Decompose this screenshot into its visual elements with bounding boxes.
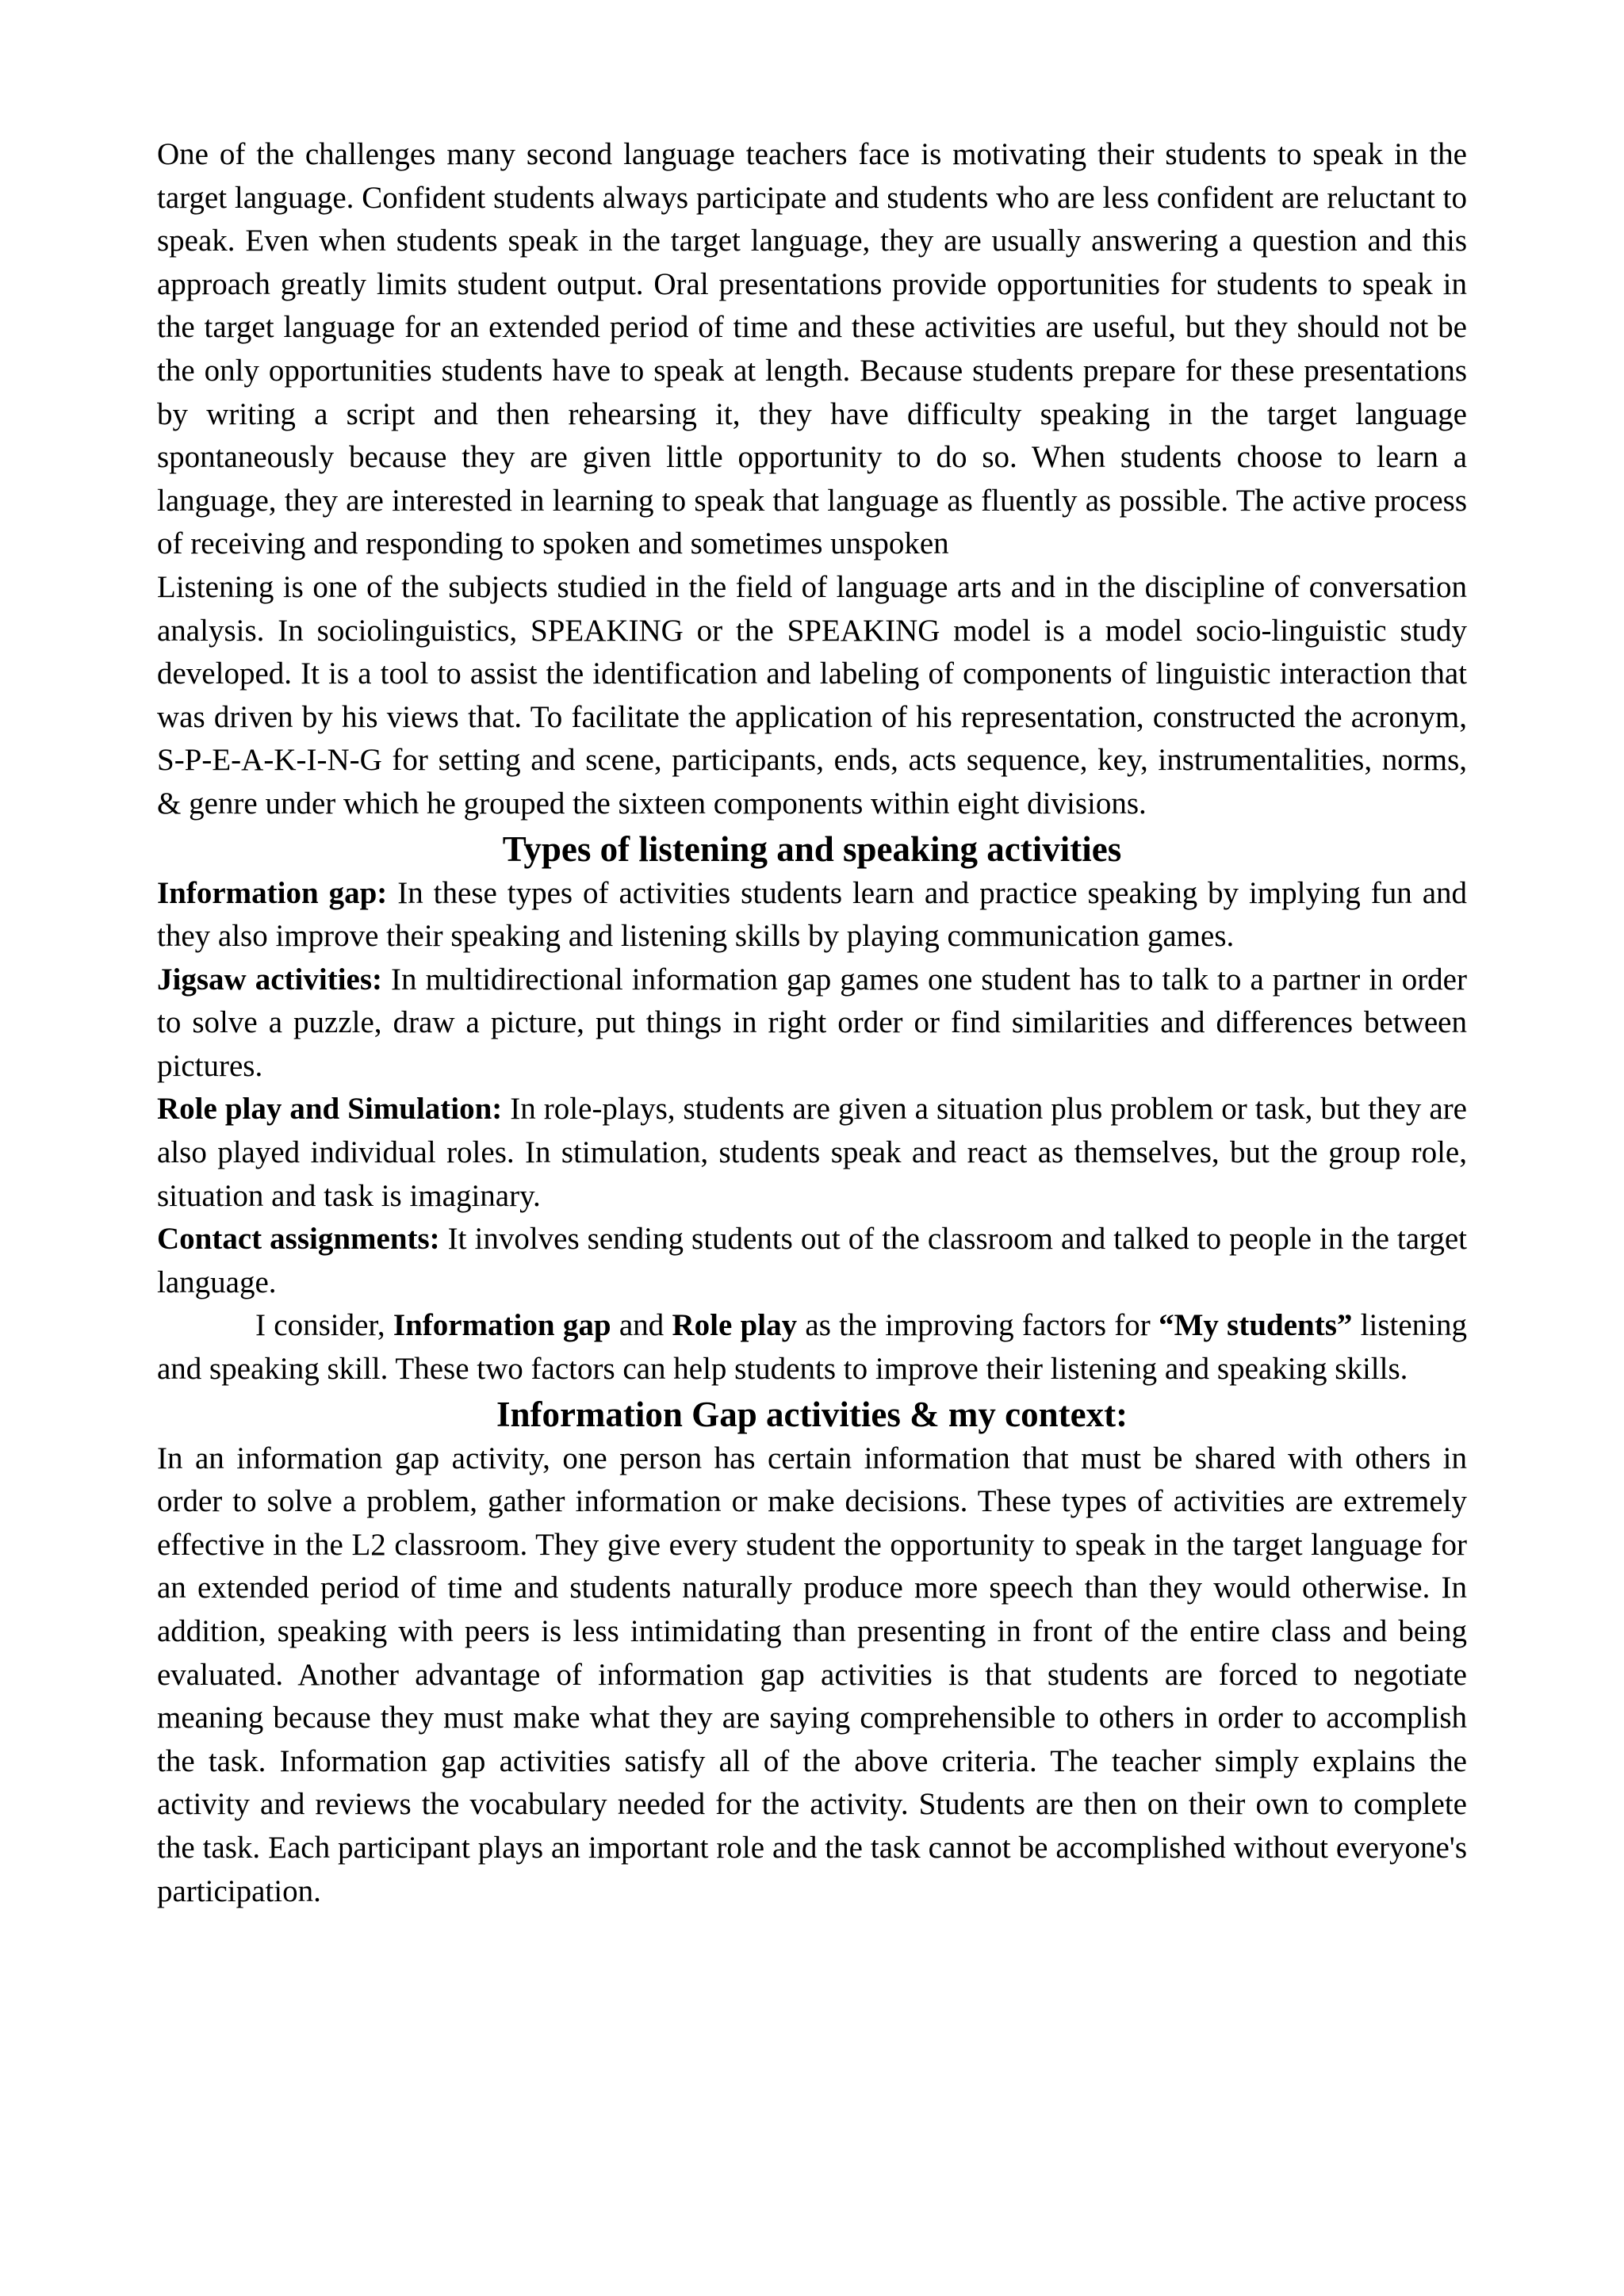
activity-item-role-play <box>157 1088 1467 1218</box>
consider-bold-information-gap: Information gap <box>393 1308 611 1343</box>
activity-description: In these types of activities students learn and practice speaking by implying fun and they also improve their speaking and listening skills by playing communication games. <box>157 875 1467 954</box>
activity-item-contact-assignments <box>157 1218 1467 1304</box>
activity-term: Contact assignments: <box>157 1222 440 1257</box>
types-section-heading: Types of listening and speaking activities <box>502 828 1122 869</box>
consider-text-3: as the improving factors for <box>797 1308 1159 1343</box>
intro-paragraph-2: Listening is one of the subjects studied in the field of language arts and in the discipline of conversation analysis. In sociolinguistics, SPEAKING or the SPEAKING model is a model socio-linguistic study developed. It is a tool to assist the identification and labeling of components of linguistic interaction that was driven by his views that. To facilitate the application of his representation, constructed the acronym, S-P-E-A-K-I-N-G for setting and scene, participants, ends, acts sequence, key, instrumentalities, norms, & genre under which he grouped the sixteen components within eight divisions. <box>157 569 1467 821</box>
activity-term: Role play and Simulation: <box>157 1092 503 1127</box>
intro-paragraph-1: One of the challenges many second language teachers face is motivating their students to speak in the target language. Confident students always participate and students who are less confident are reluctant to speak. Even when students speak in the target language, they are usually answering a question and this approach greatly limits student output. Oral presentations provide opportunities for students to speak in the target language for an extended period of time and these activities are useful, but they should not be the only opportunities students have to speak at length. Because students prepare for these presentations by writing a script and then rehearsing it, they have difficulty speaking in the target language spontaneously because they are given little opportunity to do so. When students choose to learn a language, they are interested in learning to speak that language as fluently as possible. The active process of receiving and responding to spoken and sometimes unspoken <box>157 137 1467 561</box>
activity-item-jigsaw <box>157 959 1467 1089</box>
document-page <box>157 133 1467 1913</box>
info-gap-section-heading: Information Gap activities & my context: <box>496 1394 1128 1434</box>
consider-bold-role-play: Role play <box>672 1308 798 1343</box>
consider-paragraph <box>157 1304 1467 1391</box>
info-gap-paragraph: In an information gap activity, one person has certain information that must be shared with others in order to solve a problem, gather information or make decisions. These types of activities are extremely effective in the L2 classroom. They give every student the opportunity to speak in the target language for an extended period of time and students naturally produce more speech than they would otherwise. In addition, speaking with peers is less intimidating than presenting in front of the entire class and being evaluated. Another advantage of information gap activities is that students are forced to negotiate meaning because they must make what they are saying comprehensible to others in order to accomplish the task. Information gap activities satisfy all of the above criteria. The teacher simply explains the activity and reviews the vocabulary needed for the activity. Students are then on their own to complete the task. Each participant plays an important role and the task cannot be accomplished without everyone's participation. <box>157 1441 1467 1908</box>
consider-text-2: and <box>611 1308 672 1343</box>
activity-term: Information gap: <box>157 875 388 910</box>
activity-description: It involves sending students out of the classroom and talked to people in the target language. <box>157 1222 1467 1299</box>
consider-text-4: listening and speaking skill. These two factors can help students to improve their listening and speaking skills. <box>157 1308 1467 1387</box>
activity-term: Jigsaw activities: <box>157 962 382 997</box>
consider-bold-my-students: “My students” <box>1159 1308 1353 1343</box>
activity-description: In role-plays, students are given a situation plus problem or task, but they are also played individual roles. In stimulation, students speak and react as themselves, but the group role, situation and task is imaginary. <box>157 1092 1467 1213</box>
activity-item-information-gap <box>157 872 1467 959</box>
consider-text-1: I consider, <box>255 1308 393 1343</box>
activity-description: In multidirectional information gap games one student has to talk to a partner in order to solve a puzzle, draw a picture, put things in right order or find similarities and differences between pictures. <box>157 962 1467 1083</box>
